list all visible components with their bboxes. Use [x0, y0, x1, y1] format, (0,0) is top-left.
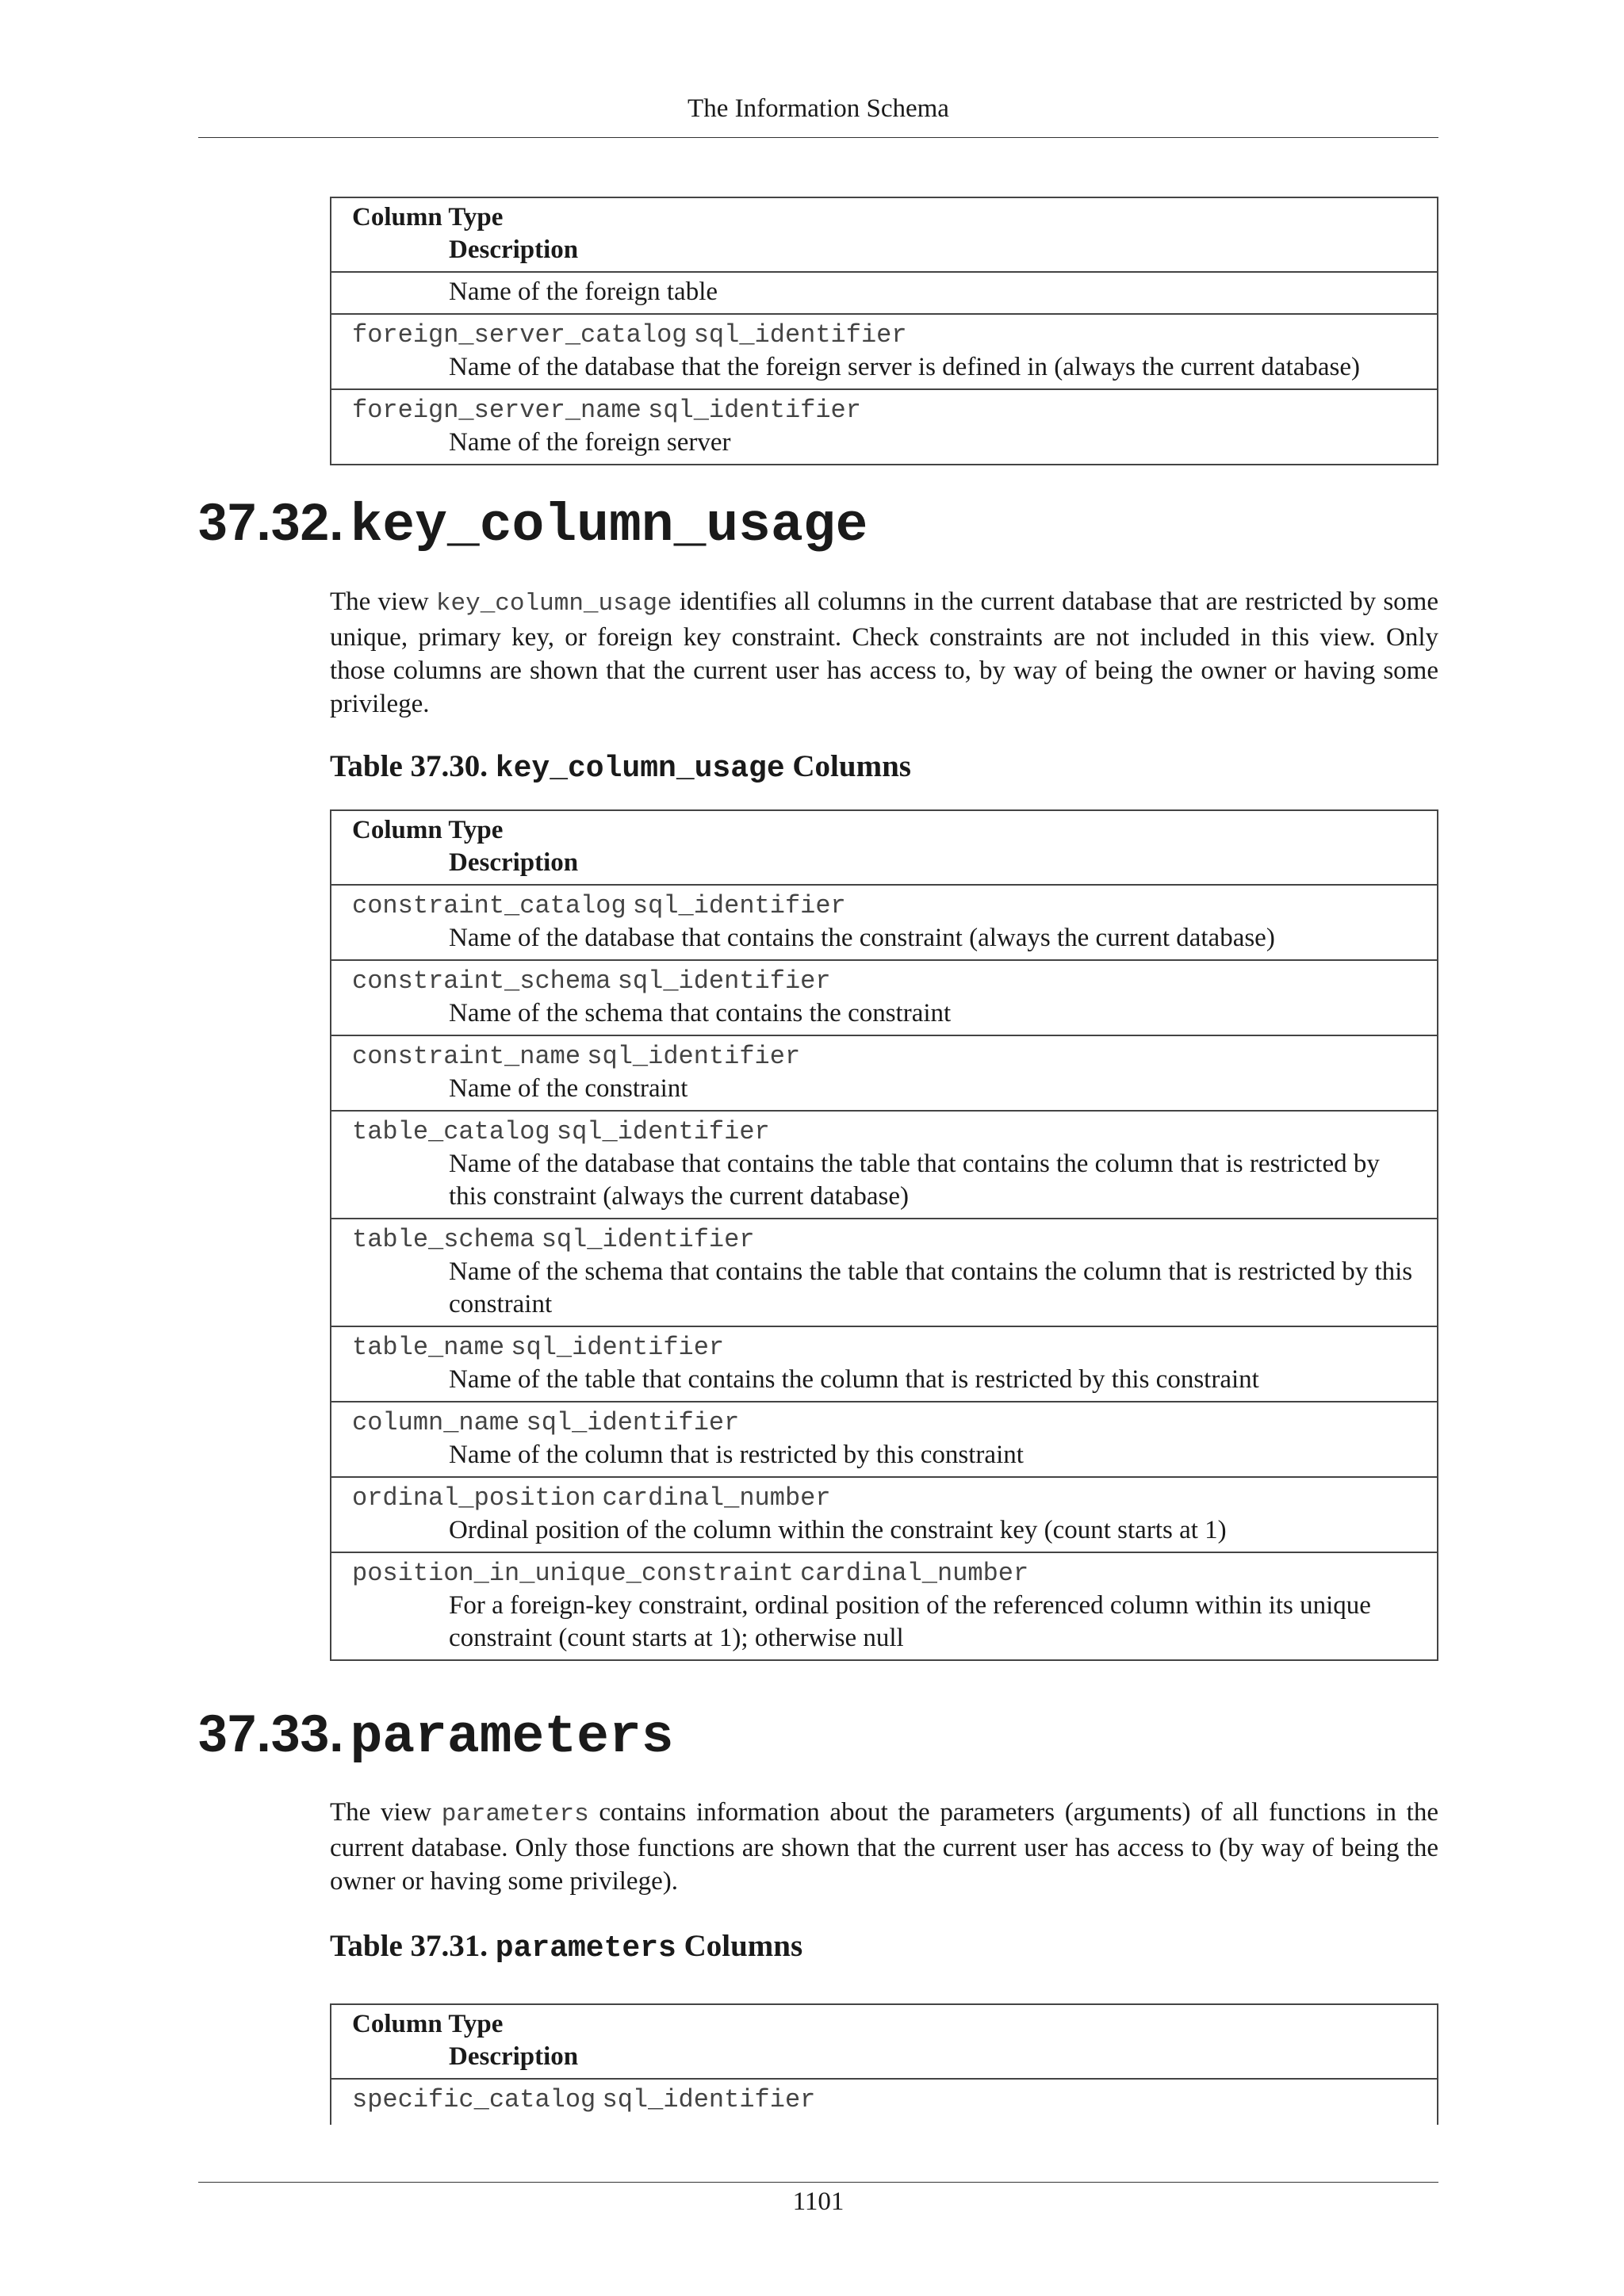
column-type: sql_identifier — [541, 1225, 755, 1254]
column-type-heading: Column Type — [352, 203, 504, 232]
paragraph-text: contains information about the parameters (arguments) of all functions in the current database. Only those functions are shown that the current user has access to (by way of being the owner or having some privilege). — [330, 1798, 1438, 1896]
row-description: Name of the database that the foreign server is defined in (always the current database) — [449, 353, 1361, 381]
table-row — [331, 272, 1438, 314]
column-name: table_name — [352, 1333, 505, 1362]
caption-code: key_column_usage — [495, 752, 785, 786]
key-column-usage-columns-table — [330, 809, 1438, 1661]
column-name: specific_catalog — [352, 2085, 596, 2114]
table-row — [331, 1552, 1438, 1660]
column-name: ordinal_position — [352, 1483, 596, 1513]
section-name: parameters — [350, 1707, 674, 1768]
row-description: Ordinal position of the column within the constraint key (count starts at 1) — [449, 1516, 1227, 1544]
table-row — [331, 1035, 1438, 1111]
table-row — [331, 885, 1438, 960]
column-name: constraint_schema — [352, 966, 611, 996]
section-heading-key-column-usage — [198, 493, 868, 557]
column-type: sql_identifier — [648, 396, 861, 425]
footer-rule — [198, 2182, 1438, 2183]
row-description: Name of the schema that contains the table that contains the column that is restricted by this constraint — [449, 1257, 1413, 1318]
row-description: Name of the column that is restricted by this constraint — [449, 1441, 1024, 1469]
column-name: column_name — [352, 1408, 520, 1437]
column-name: position_in_unique_constraint — [352, 1559, 794, 1588]
column-type: sql_identifier — [602, 2085, 816, 2114]
column-type: sql_identifier — [617, 966, 831, 996]
column-name: constraint_name — [352, 1042, 581, 1071]
caption-suffix: Columns — [676, 1929, 803, 1963]
table-row — [331, 389, 1438, 465]
table-header-row — [331, 810, 1438, 885]
paragraph-text: The view — [330, 587, 436, 616]
column-type: sql_identifier — [526, 1408, 740, 1437]
row-description: Name of the database that contains the constraint (always the current database) — [449, 924, 1275, 952]
column-type: sql_identifier — [587, 1042, 801, 1071]
page-number: 1101 — [792, 2187, 845, 2216]
key-column-usage-paragraph — [330, 585, 1438, 721]
column-type: sql_identifier — [693, 320, 907, 350]
column-type: sql_identifier — [511, 1333, 725, 1362]
paragraph-text: The view — [330, 1798, 442, 1827]
table-row — [331, 1477, 1438, 1552]
inline-code: parameters — [441, 1800, 589, 1828]
inline-code: key_column_usage — [435, 590, 672, 618]
column-type: cardinal_number — [602, 1483, 831, 1513]
section-name: key_column_usage — [350, 496, 868, 557]
table-header-row — [331, 2004, 1438, 2079]
table-caption — [330, 748, 911, 787]
table-row — [331, 1326, 1438, 1402]
column-type: sql_identifier — [556, 1117, 770, 1146]
caption-suffix: Columns — [784, 749, 911, 783]
row-description: Name of the foreign table — [449, 277, 718, 306]
description-heading: Description — [449, 2042, 579, 2071]
table-header-row — [331, 197, 1438, 272]
column-name: constraint_catalog — [352, 891, 626, 920]
section-number: 37.32. — [198, 492, 344, 551]
row-description: For a foreign-key constraint, ordinal position of the referenced column within its unique constraint (count starts at 1); otherwise null — [449, 1591, 1371, 1652]
foreign-table-columns-table — [330, 197, 1438, 465]
description-heading: Description — [449, 848, 579, 877]
table-row — [331, 1219, 1438, 1326]
row-description: Name of the table that contains the column that is restricted by this constraint — [449, 1365, 1259, 1394]
section-number: 37.33. — [198, 1704, 344, 1762]
caption-prefix: Table 37.31. — [330, 1929, 496, 1963]
column-type-heading: Column Type — [352, 816, 504, 844]
table-row — [331, 314, 1438, 389]
description-heading: Description — [449, 235, 579, 264]
page-break-mask — [0, 2125, 1624, 2180]
row-description: Name of the schema that contains the constraint — [449, 999, 952, 1027]
row-description: Name of the database that contains the table that contains the column that is restricted by this constraint (always the current database) — [449, 1150, 1380, 1211]
table-row — [331, 1111, 1438, 1219]
column-name: foreign_server_catalog — [352, 320, 688, 350]
table-caption — [330, 1928, 802, 1967]
paragraph-text: identifies all columns in the current database that are restricted by some unique, primary key, or foreign key constraint. Check constraints are not included in this view. Only those columns are shown that the current user has access to, by way of being the owner or having some privilege. — [330, 587, 1438, 718]
column-name: table_schema — [352, 1225, 535, 1254]
caption-code: parameters — [495, 1931, 676, 1965]
column-name: table_catalog — [352, 1117, 550, 1146]
row-description: Name of the constraint — [449, 1074, 688, 1103]
column-type-heading: Column Type — [352, 2010, 504, 2038]
header-rule — [198, 137, 1438, 138]
row-description: Name of the foreign server — [449, 428, 731, 457]
caption-prefix: Table 37.30. — [330, 749, 496, 783]
section-heading-parameters — [198, 1705, 674, 1768]
column-name: foreign_server_name — [352, 396, 642, 425]
table-row — [331, 1402, 1438, 1477]
table-row — [331, 960, 1438, 1035]
column-type: sql_identifier — [632, 891, 846, 920]
running-header: The Information Schema — [688, 94, 949, 123]
parameters-paragraph — [330, 1796, 1438, 1898]
column-type: cardinal_number — [800, 1559, 1029, 1588]
